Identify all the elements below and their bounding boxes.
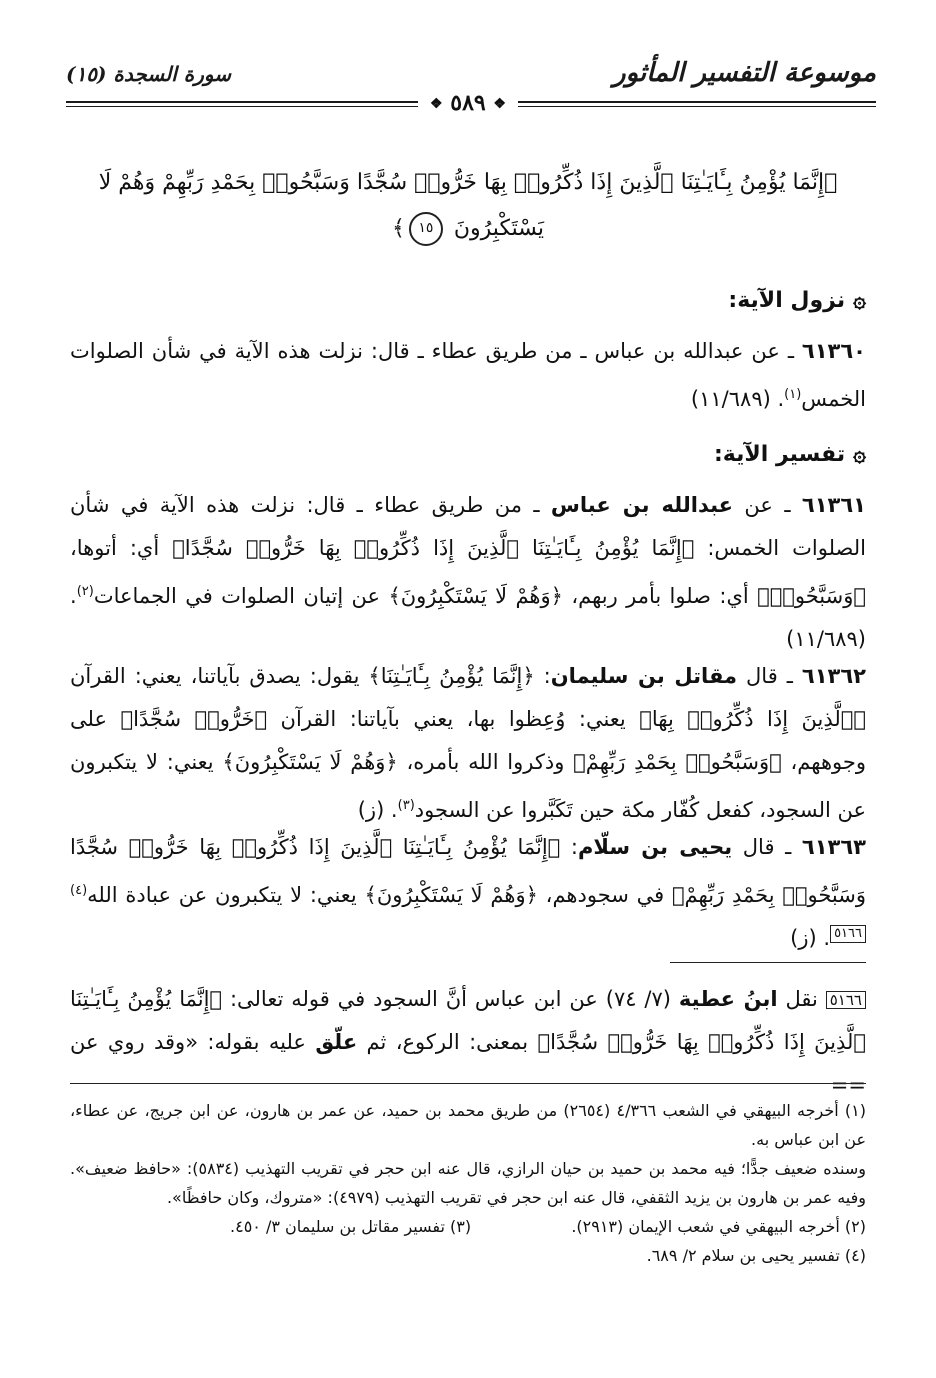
narration-number: ٦١٣٦٣ [801, 835, 866, 859]
note-separator [670, 962, 866, 963]
quran-quote: ﴿وَهُمْ لَا يَسْتَكْبِرُونَ﴾ [222, 750, 398, 774]
narration-61360: ٦١٣٦٠ ـ عن عبدالله بن عباس ـ من طريق عطاء ـ قال: نزلت هذه الآية في شأن الصلوات الخمس$^{(١)}$. (١١/٦٨٩) [70, 339, 866, 411]
footnote-ref: (٤) [70, 883, 88, 898]
quran-quote: ﴿ٱلَّذِينَ إِذَا ذُكِّرُوا۟ بِهَا﴾ [639, 707, 866, 731]
footnote-1-grading: وسنده ضعيف جدًّا؛ فيه محمد بن حميد بن حيان الرازي، قال عنه ابن حجر في تقريب التهذيب (٥٨٣٤): «حافظ ضعيف». وفيه عمر بن هارون بن يزيد الثقفي، قال عنه ابن حجر في تقريب التهذيب (٤٩٧٩): «متروك، وكان حافظًا». [70, 1159, 866, 1207]
footnote-ref: (١) [784, 387, 802, 402]
commentary-note: ٥١٦٦ نقل ابنُ عطية (٧/ ٧٤) عن ابن عباس أنَّ السجود في قوله تعالى: ﴿إِنَّمَا يُؤْمِنُ بِـَٔايَـٰتِنَا ٱلَّذِينَ إِذَا ذُكِّرُوا۟ بِهَا خَرُّوا۟ سُجَّدًا﴾ بمعنى: الركوع، ثم علّق عليه بقوله: «وقد روي عن == [70, 987, 867, 1097]
ornament-icon: ❖ [493, 96, 506, 112]
quran-quote: ﴿إِنَّمَا يُؤْمِنُ بِـَٔايَـٰتِنَا﴾ [368, 664, 535, 688]
narrator-name: مقاتل بن سليمان [550, 664, 738, 688]
narration-61361: ٦١٣٦١ ـ عن عبدالله بن عباس ـ من طريق عطاء ـ قال: نزلت هذه الآية في شأن الصلوات الخمس: ﴿إِنَّمَا يُؤْمِنُ بِـَٔايَـٰتِنَا ٱلَّذِينَ إِذَا ذُكِّرُوا۟ بِهَا خَرُّوا۟ سُجَّدًا﴾ أي: أتوها، ﴿وَسَبَّحُوا۟﴾ أي: صلوا بأمر ربهم، ﴿وَهُمْ لَا يَسْتَكْبِرُونَ﴾ عن إتيان الصلوات في الجماعات$^{(٢)}$. (١١/٦٨٩) [70, 493, 866, 651]
footnote-4: (٤) تفسير يحيى بن سلام ٢/ ٦٨٩. [646, 1246, 866, 1265]
footnotes-separator [70, 1083, 866, 1084]
footnote-2: (٢) أخرجه البيهقي في شعب الإيمان (٢٩١٣). [571, 1217, 866, 1236]
surah-title: سورة السجدة (١٥) [66, 62, 231, 86]
verse-close: ﴾ [392, 216, 405, 241]
quran-quote: ﴿إِنَّمَا يُؤْمِنُ بِـَٔايَـٰتِنَا ٱلَّذِينَ إِذَا ذُكِّرُوا۟ بِهَا خَرُّوا۟ سُجَّدًا﴾ [172, 536, 695, 560]
narrator-name: يحيى بن سلّام [578, 835, 733, 859]
commentary-ref-box: ٥١٦٦ [826, 991, 866, 1009]
verse-text: ﴿إِنَّمَا يُؤْمِنُ بِـَٔايَـٰتِنَا ٱلَّذِينَ إِذَا ذُكِّرُوا۟ بِهَا خَرُّوا۟ سُجَّدًا وَسَبَّحُوا۟ بِحَمْدِ رَبِّهِمْ وَهُمْ لَا يَسْتَكْبِرُونَ [98, 170, 838, 241]
heading-text: تفسير الآية: [713, 442, 846, 467]
commentary-ref-box: ٥١٦٦ [830, 925, 866, 943]
quran-quote: ﴿إِنَّمَا يُؤْمِنُ بِـَٔايَـٰتِنَا ٱلَّذِينَ إِذَا ذُكِّرُوا۟ بِهَا خَرُّوا۟ سُجَّدًا وَسَبَّحُوا۟ بِحَمْدِ رَبِّهِمْ﴾ [70, 835, 867, 907]
section-heading-nuzul [728, 288, 866, 313]
narration-61363: ٦١٣٦٣ ـ قال يحيى بن سلّام: ﴿إِنَّمَا يُؤْمِنُ بِـَٔايَـٰتِنَا ٱلَّذِينَ إِذَا ذُكِّرُوا۟ بِهَا خَرُّوا۟ سُجَّدًا وَسَبَّحُوا۟ بِحَمْدِ رَبِّهِمْ﴾ في سجودهم، ﴿وَهُمْ لَا يَسْتَكْبِرُونَ﴾ يعني: لا يتكبرون عن عبادة الله$^{(٤)}$٥١٦٦. (ز) [70, 835, 867, 950]
ornament-icon: ❖ [430, 96, 443, 112]
page-number: ٥٨٩ [450, 90, 486, 116]
quran-quote: ﴿وَسَبَّحُوا۟﴾ [757, 584, 866, 608]
quran-quote: ﴿وَسَبَّحُوا۟ بِحَمْدِ رَبِّهِمْ﴾ [573, 750, 782, 774]
heading-text: نزول الآية: [728, 288, 846, 313]
quran-quote: ﴿وَهُمْ لَا يَسْتَكْبِرُونَ﴾ [364, 883, 538, 907]
star-ornament-icon: ۞ [853, 442, 866, 467]
footnote-3: (٣) تفسير مقاتل بن سليمان ٣/ ٤٥٠. [230, 1217, 472, 1236]
book-title: موسوعة التفسير المأثور [613, 58, 876, 88]
scholar-name: ابنُ عطية [678, 987, 778, 1011]
footnote-ref: (٣) [397, 798, 415, 813]
footnotes [70, 1096, 866, 1270]
footnote-1: (١) أخرجه البيهقي في الشعب ٤/٣٦٦ (٢٦٥٤) من طريق محمد بن حميد، عن عمر بن هارون، عن ابن جريج، عن عطاء، عن ابن عباس به. [70, 1101, 867, 1149]
ayah-number: ١٥ [409, 212, 443, 246]
narrator-name: عبدالله بن عباس [550, 493, 733, 517]
quran-verse [70, 160, 866, 252]
quran-quote: ﴿وَهُمْ لَا يَسْتَكْبِرُونَ﴾ [388, 584, 563, 608]
footnote-row-2-3 [70, 1212, 866, 1241]
section-heading-tafsir [714, 442, 866, 467]
narration-61362: ٦١٣٦٢ ـ قال مقاتل بن سليمان: ﴿إِنَّمَا يُؤْمِنُ بِـَٔايَـٰتِنَا﴾ يقول: يصدق بآياتنا، يعني: القرآن ﴿ٱلَّذِينَ إِذَا ذُكِّرُوا۟ بِهَا﴾ يعني: وُعِظوا بها، يعني بآياتنا: القرآن ﴿خَرُّوا۟ سُجَّدًا﴾ على وجوههم، ﴿وَسَبَّحُوا۟ بِحَمْدِ رَبِّهِمْ﴾ وذكروا الله بأمره، ﴿وَهُمْ لَا يَسْتَكْبِرُونَ﴾ يعني: لا يتكبرون عن السجود، كفعل كُفّار مكة حين تَكَبَّروا عن السجود$^{(٣)}$. (ز) [70, 664, 866, 822]
quran-quote: ﴿خَرُّوا۟ سُجَّدًا﴾ [120, 707, 268, 731]
narration-number: ٦١٣٦١ [801, 493, 866, 517]
narration-number: ٦١٣٦٢ [801, 664, 866, 688]
quran-quote: ﴿إِنَّمَا يُؤْمِنُ بِـَٔايَـٰتِنَا ٱلَّذِينَ إِذَا ذُكِّرُوا۟ بِهَا خَرُّوا۟ سُجَّدًا﴾ [70, 987, 867, 1054]
narration-number: ٦١٣٦٠ [801, 339, 866, 363]
star-ornament-icon: ۞ [853, 288, 866, 313]
page-number-box [418, 88, 518, 118]
footnote-ref: (٢) [76, 584, 94, 599]
